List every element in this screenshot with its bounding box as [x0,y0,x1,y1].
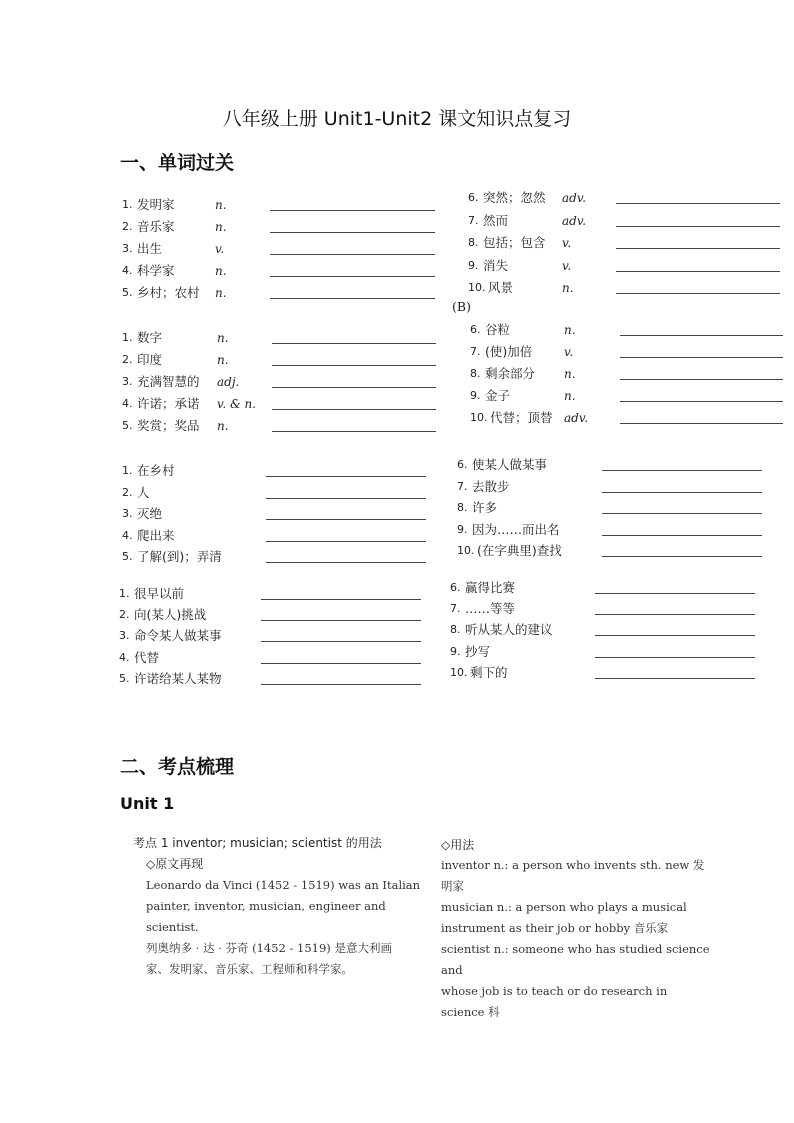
answer-blank[interactable] [261,663,421,664]
answer-blank[interactable] [261,641,421,642]
part-of-speech: n. [217,419,229,433]
item-number: 5. [122,419,133,432]
part-of-speech: n. [217,353,229,367]
chinese-prompt: 包括；包含 [483,235,546,250]
chinese-prompt: 灭绝 [137,506,163,521]
item-number: 5. [122,286,133,299]
part-of-speech: n. [564,323,576,337]
part-of-speech: n. [562,281,574,295]
answer-blank[interactable] [261,599,421,600]
answer-blank[interactable] [616,248,780,249]
item-number: 9. [470,389,481,402]
chinese-prompt: 突然；忽然 [483,190,546,205]
chinese-prompt: 使某人做某事 [472,457,548,472]
chinese-prompt: 科学家 [137,263,175,278]
chinese-prompt: 代替；顶替 [490,410,553,425]
answer-blank[interactable] [270,232,435,233]
answer-blank[interactable] [261,620,421,621]
item-number: 3. [122,375,133,388]
item-number: 6. [450,581,461,594]
part-of-speech: n. [215,198,227,212]
answer-blank[interactable] [266,498,426,499]
item-number: 6. [457,458,468,471]
answer-blank[interactable] [602,556,762,557]
answer-blank[interactable] [620,401,783,402]
item-number: 5. [119,671,130,685]
chinese-prompt: 印度 [137,352,163,367]
chinese-prompt: 奖赏；奖品 [137,418,200,433]
answer-blank[interactable] [620,423,783,424]
label-b: (B) [452,299,471,314]
text-line: inventor n.: a person who invents sth. new 发明家 [441,858,705,893]
text-line: Leonardo da Vinci (1452 - 1519) was an Italian [146,878,421,892]
part-of-speech: v. [562,236,572,250]
part-of-speech: n. [215,220,227,234]
item-number: 3. [119,629,130,643]
section-heading-vocab: 一、单词过关 [120,152,235,174]
item-number: 6. [470,323,481,336]
part-of-speech: n. [215,264,227,278]
answer-blank[interactable] [595,593,755,594]
part-of-speech: v. [562,258,572,273]
answer-blank[interactable] [620,335,783,336]
item-number: 1. [122,464,133,477]
item-number: 4. [119,650,130,664]
chinese-prompt: 谷粒 [485,322,511,337]
answer-blank[interactable] [266,476,426,477]
item-number: 6. [468,191,479,204]
chinese-prompt: 风景 [488,280,514,295]
text-line: painter, inventor, musician, engineer and scientist. [146,899,386,934]
chinese-prompt: (在字典里)查找 [477,543,562,558]
item-number: 9. [468,258,479,272]
chinese-prompt: 听从某人的建议 [465,622,553,638]
item-number: 8. [468,236,479,249]
item-number: 5. [122,550,133,563]
item-number: 3. [122,507,133,520]
answer-blank[interactable] [595,635,755,636]
answer-blank[interactable] [270,276,435,277]
answer-blank[interactable] [616,271,780,272]
part-of-speech: n. [564,367,576,381]
answer-blank[interactable] [602,470,762,471]
chinese-prompt: 剩余部分 [485,366,536,381]
item-number: 4. [122,528,133,542]
chinese-prompt: (使)加倍 [485,344,533,359]
item-number: 8. [457,501,468,514]
unit-heading: Unit 1 [120,794,175,813]
chinese-prompt: 发明家 [137,197,175,212]
usage-subheading: ◇用法 [441,838,475,852]
chinese-prompt: 赢得比赛 [465,580,516,595]
chinese-prompt: 很早以前 [134,586,185,601]
answer-blank[interactable] [272,387,436,388]
text-line: instrument as their job or hobby 音乐家 [441,921,669,935]
item-number: 10. [450,665,468,679]
item-number: 7. [470,345,481,358]
answer-blank[interactable] [602,535,762,536]
chinese-prompt: 数字 [137,330,163,345]
answer-blank[interactable] [266,519,426,520]
text-line: scientist n.: someone who has studied science and [441,942,710,977]
chinese-prompt: 抄写 [465,643,491,659]
answer-blank[interactable] [270,254,435,255]
item-number: 10. [457,544,475,557]
item-number: 4. [122,264,133,277]
answer-blank[interactable] [270,210,435,211]
answer-blank[interactable] [272,365,436,366]
answer-blank[interactable] [595,614,755,615]
item-number: 8. [470,367,481,380]
answer-blank[interactable] [595,657,755,658]
answer-blank[interactable] [266,562,426,563]
item-number: 1. [119,587,130,600]
usage-paragraph [441,855,711,1023]
chinese-prompt: 向(某人)挑战 [134,607,207,623]
item-number: 2. [122,485,133,499]
item-number: 4. [122,397,133,410]
part-of-speech: adv. [564,411,589,425]
chinese-prompt: 剩下的 [470,664,508,680]
item-number: 7. [468,213,479,227]
chinese-prompt: 在乡村 [137,463,175,478]
chinese-prompt: 乡村；农村 [137,285,200,300]
chinese-prompt: 去散步 [472,478,510,494]
chinese-prompt: 了解(到)；弄清 [137,549,222,564]
item-number: 10. [470,411,488,424]
part-of-speech: adv. [562,213,587,228]
part-of-speech: v. [564,345,574,359]
chinese-prompt: 爬出来 [137,527,175,543]
part-of-speech: v. & n. [217,397,257,411]
answer-blank[interactable] [616,293,780,294]
part-of-speech: adv. [562,191,587,205]
item-number: 2. [122,220,133,233]
chinese-prompt: 充满智慧的 [137,374,200,389]
item-number: 9. [450,644,461,658]
chinese-prompt: 金子 [485,388,511,403]
chinese-prompt: 命令某人做某事 [134,628,222,644]
item-number: 2. [119,608,130,622]
text-line: 列奥纳多 · 达 · 芬奇 (1452 - 1519) 是意大利画 [146,941,392,955]
chinese-prompt: 因为……而出名 [472,521,560,537]
answer-blank[interactable] [270,298,435,299]
chinese-prompt: 许多 [472,500,498,515]
page-title: 八年级上册 Unit1-Unit2 课文知识点复习 [222,108,572,130]
chinese-prompt: ……等等 [465,601,516,617]
item-number: 8. [450,623,461,637]
answer-blank[interactable] [272,343,436,344]
answer-blank[interactable] [595,678,755,679]
answer-blank[interactable] [272,409,436,410]
text-line: 家、发明家、音乐家、工程师和科学家。 [146,962,353,976]
original-text-paragraph [146,875,436,980]
text-line: musician n.: a person who plays a musical [441,900,687,914]
key-point-title: 考点 1 inventor; musician; scientist 的用法 [133,836,382,850]
item-number: 9. [457,522,468,536]
part-of-speech: v. [215,242,225,256]
answer-blank[interactable] [272,431,436,432]
part-of-speech: n. [564,389,576,403]
answer-blank[interactable] [602,492,762,493]
answer-blank[interactable] [602,513,762,514]
item-number: 7. [450,602,461,616]
original-text-subheading: ◇原文再现 [146,857,204,871]
item-number: 3. [122,242,133,255]
answer-blank[interactable] [266,541,426,542]
chinese-prompt: 人 [137,484,150,500]
chinese-prompt: 出生 [137,241,163,256]
item-number: 7. [457,479,468,493]
chinese-prompt: 许诺；承诺 [137,396,200,411]
item-number: 1. [122,198,133,211]
answer-blank[interactable] [620,379,783,380]
chinese-prompt: 消失 [483,257,509,273]
chinese-prompt: 音乐家 [137,219,175,234]
chinese-prompt: 然而 [483,212,509,228]
answer-blank[interactable] [620,357,783,358]
part-of-speech: n. [215,286,227,300]
section-heading-key-points: 二、考点梳理 [120,756,235,778]
item-number: 10. [468,281,486,294]
item-number: 1. [122,331,133,344]
answer-blank[interactable] [261,684,421,685]
part-of-speech: n. [217,331,229,345]
text-line: whose job is to teach or do research in science 科 [441,984,668,1019]
answer-blank[interactable] [616,226,780,227]
answer-blank[interactable] [616,203,780,204]
item-number: 2. [122,353,133,366]
chinese-prompt: 代替 [134,649,160,665]
chinese-prompt: 许诺给某人某物 [134,670,222,686]
part-of-speech: adj. [217,375,240,389]
